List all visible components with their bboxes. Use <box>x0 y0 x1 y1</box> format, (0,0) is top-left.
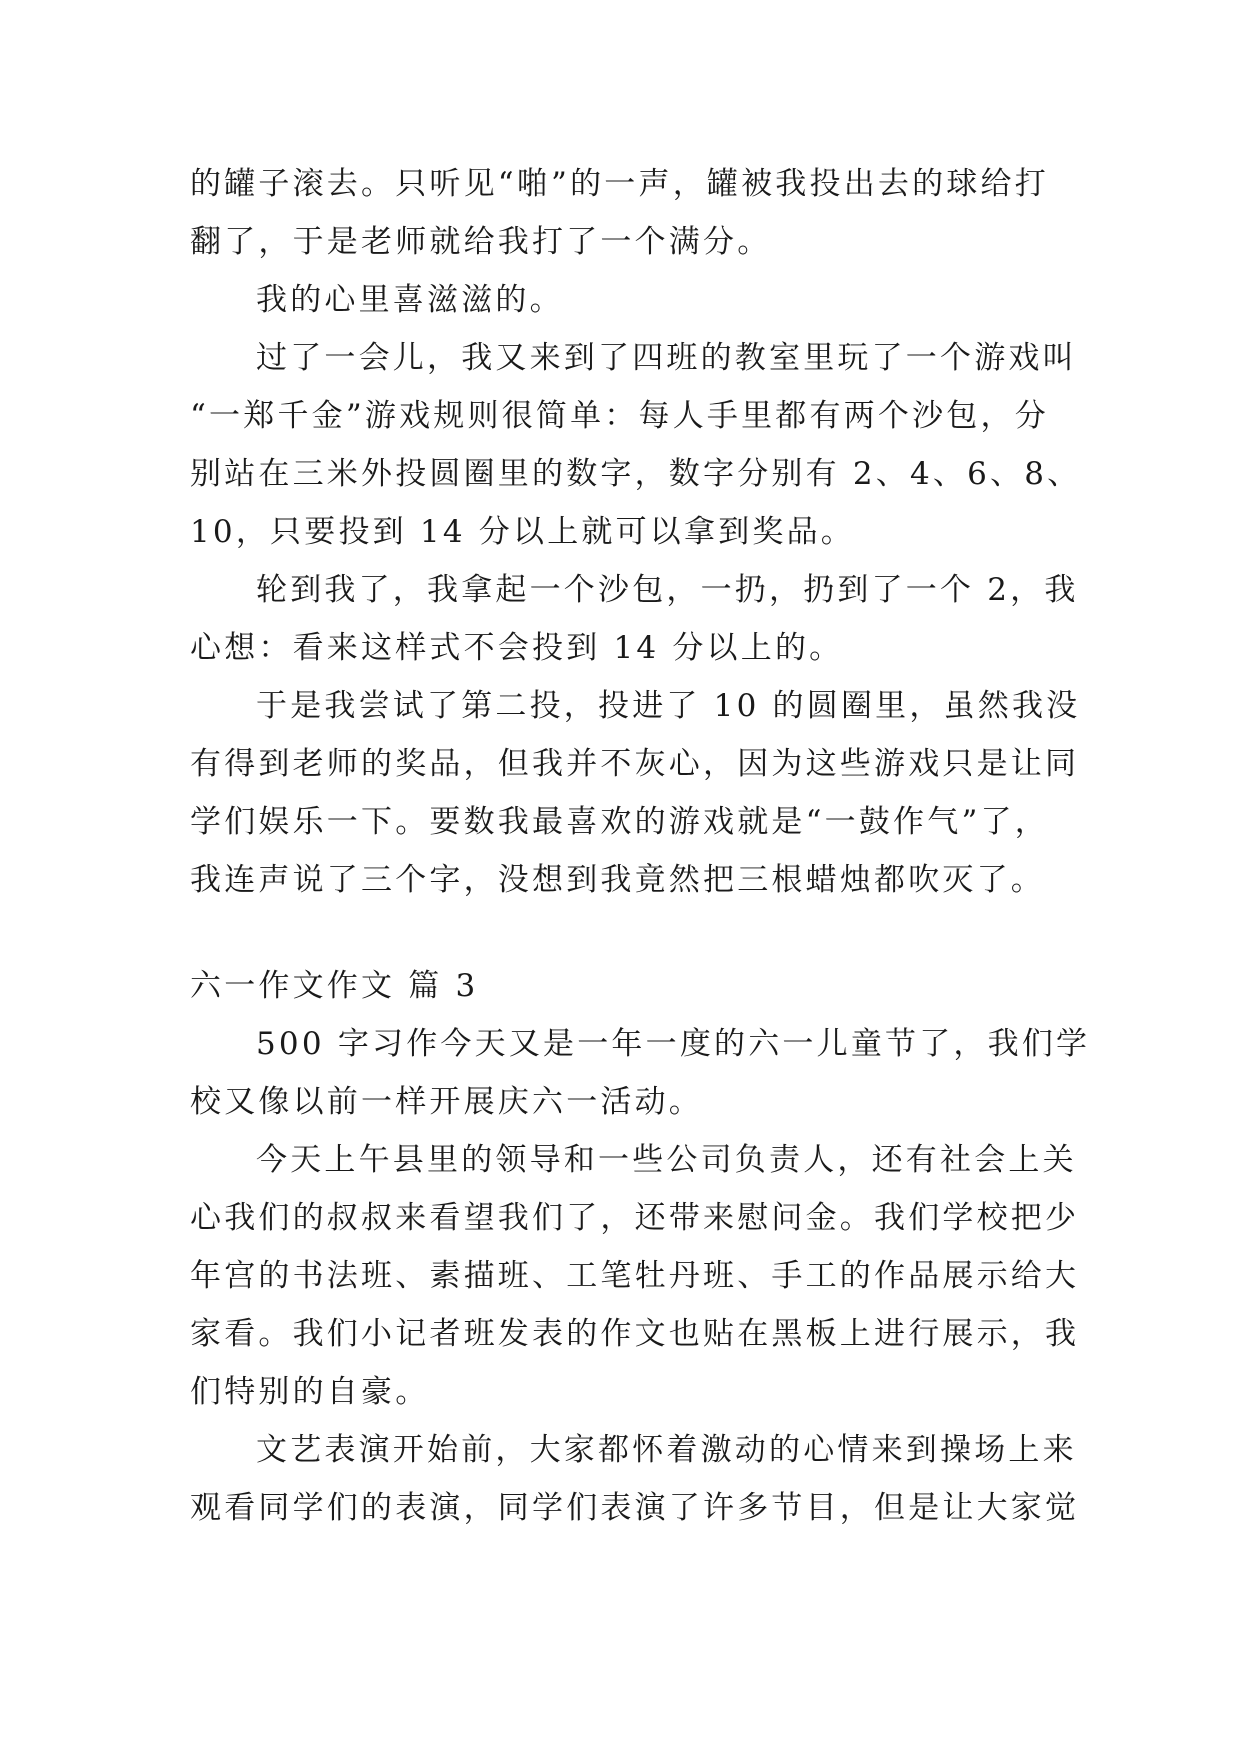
paragraph-line: 文艺表演开始前，大家都怀着激动的心情来到操场上来 <box>256 1432 1077 1468</box>
section-gap <box>190 909 1080 957</box>
paragraph-line: 家看。我们小记者班发表的作文也贴在黑板上进行展示，我 <box>190 1316 1080 1352</box>
paragraph-line: 观看同学们的表演，同学们表演了许多节目，但是让大家觉 <box>190 1490 1080 1526</box>
paragraph-line: 学们娱乐一下。要数我最喜欢的游戏就是“一鼓作气”了， <box>190 804 1049 840</box>
paragraph-line: 年宫的书法班、素描班、工笔牡丹班、手工的作品展示给大 <box>190 1258 1080 1294</box>
paragraph-line: 的罐子滚去。只听见“啪”的一声，罐被我投出去的球给打 <box>190 166 1049 202</box>
paragraph-line: 10，只要投到 14 分以上就可以拿到奖品。 <box>190 514 855 550</box>
paragraph-line: 翻了，于是老师就给我打了一个满分。 <box>190 224 772 260</box>
paragraph-line: 校又像以前一样开展庆六一活动。 <box>190 1084 703 1120</box>
paragraph-line: 今天上午县里的领导和一些公司负责人，还有社会上关 <box>256 1142 1077 1178</box>
paragraph-line: 别站在三米外投圆圈里的数字，数字分别有 2、4、6、8、 <box>190 456 1082 492</box>
document-body <box>190 155 1091 1537</box>
paragraph-line: 心想：看来这样式不会投到 14 分以上的。 <box>190 630 844 666</box>
paragraph-line: 有得到老师的奖品，但我并不灰心，因为这些游戏只是让同 <box>190 746 1080 782</box>
section-heading: 六一作文作文 篇 3 <box>190 968 479 1004</box>
paragraph-line: 过了一会儿，我又来到了四班的教室里玩了一个游戏叫 <box>256 340 1077 376</box>
paragraph-line: 于是我尝试了第二投，投进了 10 的圆圈里，虽然我没 <box>256 688 1081 724</box>
paragraph-line: 我的心里喜滋滋的。 <box>256 282 564 318</box>
paragraph-line: 心我们的叔叔来看望我们了，还带来慰问金。我们学校把少 <box>190 1200 1080 1236</box>
paragraph-line: 500 字习作今天又是一年一度的六一儿童节了，我们学 <box>256 1026 1091 1062</box>
paragraph-line: 轮到我了，我拿起一个沙包，一扔，扔到了一个 2，我 <box>256 572 1079 608</box>
paragraph-line: 我连声说了三个字，没想到我竟然把三根蜡烛都吹灭了。 <box>190 862 1045 898</box>
paragraph-line: 们特别的自豪。 <box>190 1374 430 1410</box>
paragraph-line: “一郑千金”游戏规则很简单：每人手里都有两个沙包，分 <box>190 398 1049 434</box>
